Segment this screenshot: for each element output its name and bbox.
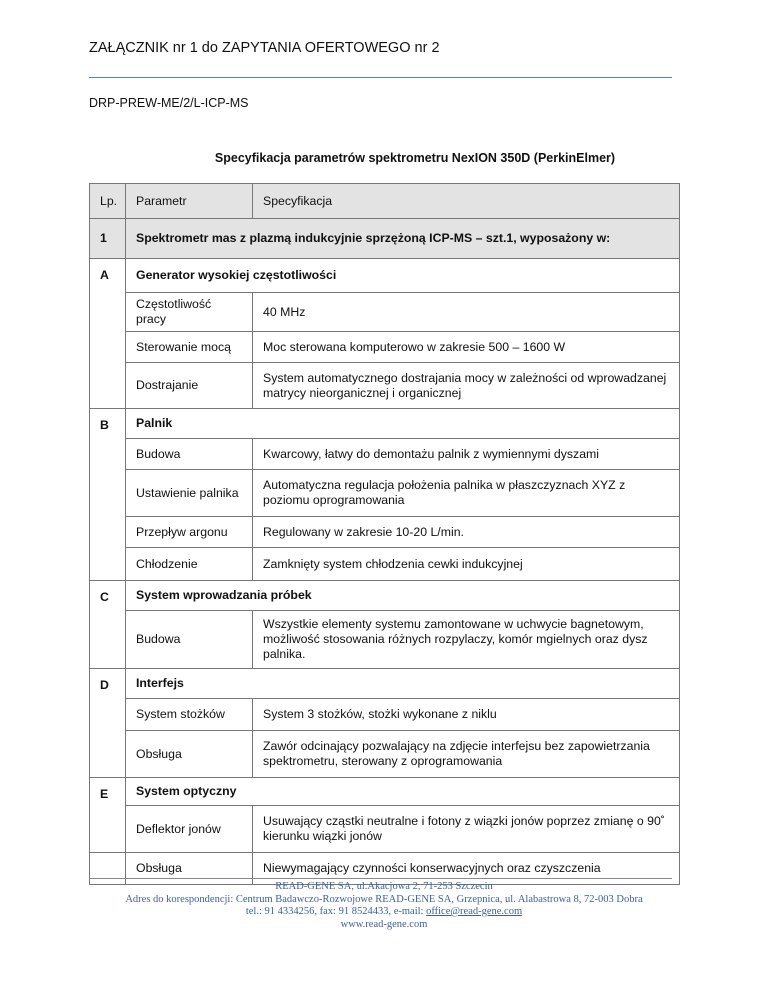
section-row-c [90, 581, 680, 611]
param-cell: Ustawienie palnika [126, 470, 253, 517]
param-cell: Chłodzenie [126, 548, 253, 581]
table-row [90, 470, 680, 517]
table-row [90, 517, 680, 548]
section-row-d [90, 669, 680, 699]
lp-empty-cell [90, 853, 126, 885]
section-lp-d: D [90, 669, 126, 778]
param-cell: Budowa [126, 439, 253, 470]
section-title-c: System wprowadzania próbek [126, 581, 680, 611]
table-row [90, 853, 680, 885]
section-row-e [90, 778, 680, 806]
spec-cell: Automatyczna regulacja położenia palnika w płaszczyznach XYZ z poziomu oprogramowania [253, 470, 680, 517]
table-row [90, 731, 680, 778]
spec-cell: System automatycznego dostrajania mocy w zależności od wprowadzanej matrycy nieorganicznej i organicznej [253, 363, 680, 409]
footer-divider [89, 878, 672, 879]
spec-cell: Regulowany w zakresie 10-20 L/min. [253, 517, 680, 548]
main-item-title: Spektrometr mas z plazmą indukcyjnie sprzężoną ICP-MS – szt.1, wyposażony w: [126, 219, 680, 259]
section-lp-e: E [90, 778, 126, 853]
spec-cell: Usuwający cząstki neutralne i fotony z wiązki jonów poprzez zmianę o 90˚ kierunku wiązki jonów [253, 806, 680, 853]
main-item-row [90, 219, 680, 259]
section-title-a: Generator wysokiej częstotliwości [126, 259, 680, 293]
section-lp-a: A [90, 259, 126, 409]
section-row-b [90, 409, 680, 439]
section-lp-b: B [90, 409, 126, 581]
table-row [90, 699, 680, 731]
table-header-row [90, 184, 680, 219]
header-parametr: Parametr [126, 184, 253, 219]
table-row [90, 332, 680, 363]
specification-table [89, 183, 680, 885]
spec-cell: System 3 stożków, stożki wykonane z niklu [253, 699, 680, 731]
specification-title-text: Specyfikacja parametrów spektrometru NexION 350D (PerkinElmer) [214, 151, 616, 165]
spec-cell: Moc sterowana komputerowo w zakresie 500 – 1600 W [253, 332, 680, 363]
table-row [90, 363, 680, 409]
table-row [90, 611, 680, 669]
spec-cell: Zawór odcinający pozwalający na zdjęcie interfejsu bez zapowietrzania spektrometru, sterowany z oprogramowania [253, 731, 680, 778]
table-row [90, 548, 680, 581]
table-row [90, 806, 680, 853]
footer-correspondence: Adres do korespondencji: Centrum Badawczo-Rozwojowe READ-GENE SA, Grzepnica, ul. Alabastrowa 8, 72-003 Dobra [125, 893, 643, 905]
footer-address: READ-GENE SA, ul.Akacjowa 2, 71-253 Szczecin [275, 881, 493, 892]
section-lp-c: C [90, 581, 126, 669]
document-reference: DRP-PREW-ME/2/L-ICP-MS [89, 96, 249, 110]
param-cell: Dostrajanie [126, 363, 253, 409]
spec-cell: Niewymagający czynności konserwacyjnych oraz czyszczenia [253, 853, 680, 885]
param-cell: Sterowanie mocą [126, 332, 253, 363]
param-cell: Budowa [126, 611, 253, 669]
header-specyfikacja: Specyfikacja [253, 184, 680, 219]
main-item-lp: 1 [90, 219, 126, 259]
section-title-b: Palnik [126, 409, 680, 439]
section-row-a [90, 259, 680, 293]
spec-cell: Zamknięty system chłodzenia cewki indukcyjnej [253, 548, 680, 581]
footer [0, 881, 768, 931]
spec-cell: Wszystkie elementy systemu zamontowane w uchwycie bagnetowym, możliwość stosowania różnych rozpylaczy, komór mgielnych oraz dysz palnika. [253, 611, 680, 669]
footer-phone-fax: tel.: 91 4334256, fax: 91 8524433, e-mail: [245, 906, 427, 917]
specification-title [0, 151, 768, 165]
header-lp: Lp. [90, 184, 126, 219]
spec-cell: 40 MHz [253, 293, 680, 332]
document-header-title: ZAŁĄCZNIK nr 1 do ZAPYTANIA OFERTOWEGO nr 2 [89, 40, 440, 56]
footer-website[interactable]: www.read-gene.com [340, 918, 428, 930]
param-cell: Częstotliwość pracy [126, 293, 253, 332]
footer-email-link[interactable]: office@read-gene.com [426, 906, 523, 917]
param-cell: Obsługa [126, 853, 253, 885]
header-divider [89, 77, 672, 78]
section-title-d: Interfejs [126, 669, 680, 699]
param-cell: Przepływ argonu [126, 517, 253, 548]
section-title-e: System optyczny [126, 778, 680, 806]
table-row [90, 293, 680, 332]
param-cell: Obsługa [126, 731, 253, 778]
table-row [90, 439, 680, 470]
param-cell: Deflektor jonów [126, 806, 253, 853]
spec-cell: Kwarcowy, łatwy do demontażu palnik z wymiennymi dyszami [253, 439, 680, 470]
param-cell: System stożków [126, 699, 253, 731]
footer-contact [0, 906, 768, 919]
